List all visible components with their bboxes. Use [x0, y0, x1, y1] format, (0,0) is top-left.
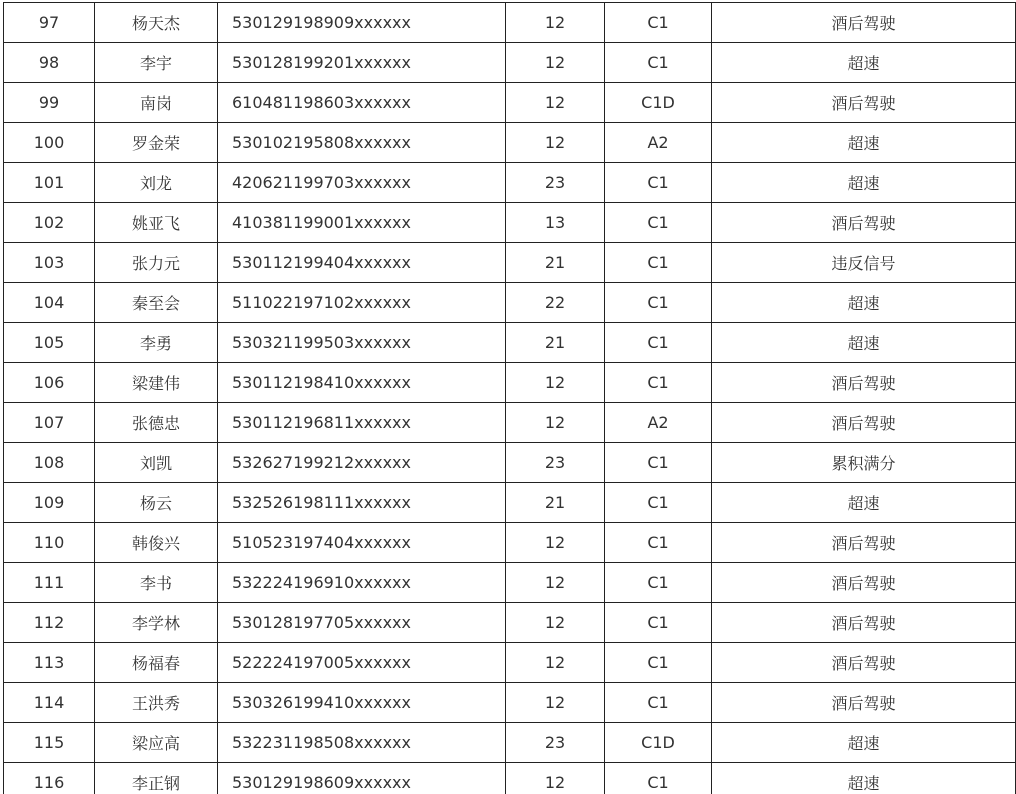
name-cell: 杨天杰	[95, 3, 218, 43]
score-cell: 23	[506, 723, 605, 763]
license-type-cell: C1D	[605, 83, 712, 123]
table-row	[4, 163, 1016, 203]
id-number-cell: 532231198508xxxxxx	[218, 723, 506, 763]
table-row	[4, 43, 1016, 83]
name-cell: 刘凯	[95, 443, 218, 483]
license-type-cell: C1	[605, 603, 712, 643]
violation-reason-cell: 超速	[712, 43, 1016, 83]
name-cell: 梁建伟	[95, 363, 218, 403]
score-cell: 12	[506, 563, 605, 603]
id-number-cell: 530112198410xxxxxx	[218, 363, 506, 403]
row-number-cell: 114	[4, 683, 95, 723]
id-number-cell: 610481198603xxxxxx	[218, 83, 506, 123]
id-number-cell: 530112199404xxxxxx	[218, 243, 506, 283]
score-cell: 22	[506, 283, 605, 323]
license-type-cell: C1D	[605, 723, 712, 763]
violation-reason-cell: 酒后驾驶	[712, 3, 1016, 43]
row-number-cell: 98	[4, 43, 95, 83]
license-type-cell: C1	[605, 763, 712, 794]
license-type-cell: C1	[605, 523, 712, 563]
table-row	[4, 563, 1016, 603]
name-cell: 刘龙	[95, 163, 218, 203]
name-cell: 李勇	[95, 323, 218, 363]
name-cell: 韩俊兴	[95, 523, 218, 563]
name-cell: 张德忠	[95, 403, 218, 443]
violation-reason-cell: 超速	[712, 323, 1016, 363]
table-row	[4, 203, 1016, 243]
row-number-cell: 107	[4, 403, 95, 443]
id-number-cell: 530128199201xxxxxx	[218, 43, 506, 83]
violation-reason-cell: 超速	[712, 163, 1016, 203]
license-type-cell: C1	[605, 163, 712, 203]
license-type-cell: C1	[605, 563, 712, 603]
id-number-cell: 532526198111xxxxxx	[218, 483, 506, 523]
table-row	[4, 483, 1016, 523]
id-number-cell: 510523197404xxxxxx	[218, 523, 506, 563]
violation-reason-cell: 超速	[712, 763, 1016, 794]
name-cell: 李宇	[95, 43, 218, 83]
license-type-cell: C1	[605, 643, 712, 683]
id-number-cell: 410381199001xxxxxx	[218, 203, 506, 243]
id-number-cell: 530128197705xxxxxx	[218, 603, 506, 643]
table-row	[4, 363, 1016, 403]
license-type-cell: C1	[605, 43, 712, 83]
row-number-cell: 116	[4, 763, 95, 794]
name-cell: 南岗	[95, 83, 218, 123]
row-number-cell: 112	[4, 603, 95, 643]
violation-reason-cell: 酒后驾驶	[712, 363, 1016, 403]
table-row	[4, 403, 1016, 443]
row-number-cell: 108	[4, 443, 95, 483]
table-row	[4, 323, 1016, 363]
table-row	[4, 123, 1016, 163]
table-row	[4, 523, 1016, 563]
table-row	[4, 243, 1016, 283]
table-row	[4, 643, 1016, 683]
name-cell: 梁应高	[95, 723, 218, 763]
records-table-body	[4, 3, 1016, 794]
row-number-cell: 113	[4, 643, 95, 683]
license-type-cell: A2	[605, 123, 712, 163]
score-cell: 12	[506, 643, 605, 683]
score-cell: 12	[506, 363, 605, 403]
license-type-cell: C1	[605, 443, 712, 483]
name-cell: 王洪秀	[95, 683, 218, 723]
violation-reason-cell: 酒后驾驶	[712, 203, 1016, 243]
violation-reason-cell: 酒后驾驶	[712, 683, 1016, 723]
row-number-cell: 104	[4, 283, 95, 323]
id-number-cell: 530102195808xxxxxx	[218, 123, 506, 163]
row-number-cell: 115	[4, 723, 95, 763]
id-number-cell: 530129198609xxxxxx	[218, 763, 506, 794]
score-cell: 12	[506, 603, 605, 643]
name-cell: 秦至会	[95, 283, 218, 323]
id-number-cell: 530112196811xxxxxx	[218, 403, 506, 443]
score-cell: 12	[506, 3, 605, 43]
score-cell: 21	[506, 243, 605, 283]
violation-reason-cell: 超速	[712, 723, 1016, 763]
score-cell: 12	[506, 43, 605, 83]
score-cell: 13	[506, 203, 605, 243]
row-number-cell: 101	[4, 163, 95, 203]
row-number-cell: 109	[4, 483, 95, 523]
id-number-cell: 511022197102xxxxxx	[218, 283, 506, 323]
table-row	[4, 443, 1016, 483]
license-type-cell: C1	[605, 203, 712, 243]
name-cell: 李正钢	[95, 763, 218, 794]
id-number-cell: 420621199703xxxxxx	[218, 163, 506, 203]
id-number-cell: 530129198909xxxxxx	[218, 3, 506, 43]
id-number-cell: 532224196910xxxxxx	[218, 563, 506, 603]
license-type-cell: C1	[605, 363, 712, 403]
score-cell: 21	[506, 323, 605, 363]
row-number-cell: 110	[4, 523, 95, 563]
violation-reason-cell: 酒后驾驶	[712, 83, 1016, 123]
violation-reason-cell: 超速	[712, 123, 1016, 163]
name-cell: 罗金荣	[95, 123, 218, 163]
score-cell: 12	[506, 683, 605, 723]
score-cell: 23	[506, 163, 605, 203]
license-type-cell: C1	[605, 3, 712, 43]
id-number-cell: 530321199503xxxxxx	[218, 323, 506, 363]
name-cell: 张力元	[95, 243, 218, 283]
license-type-cell: C1	[605, 483, 712, 523]
row-number-cell: 97	[4, 3, 95, 43]
score-cell: 21	[506, 483, 605, 523]
id-number-cell: 532627199212xxxxxx	[218, 443, 506, 483]
table-row	[4, 83, 1016, 123]
violation-reason-cell: 累积满分	[712, 443, 1016, 483]
violation-reason-cell: 酒后驾驶	[712, 403, 1016, 443]
violation-reason-cell: 酒后驾驶	[712, 523, 1016, 563]
license-type-cell: A2	[605, 403, 712, 443]
violation-reason-cell: 违反信号	[712, 243, 1016, 283]
table-row	[4, 723, 1016, 763]
name-cell: 李书	[95, 563, 218, 603]
score-cell: 12	[506, 763, 605, 794]
score-cell: 12	[506, 83, 605, 123]
row-number-cell: 100	[4, 123, 95, 163]
records-table	[3, 2, 1016, 794]
violation-reason-cell: 超速	[712, 483, 1016, 523]
table-row	[4, 283, 1016, 323]
row-number-cell: 111	[4, 563, 95, 603]
violation-reason-cell: 超速	[712, 283, 1016, 323]
id-number-cell: 530326199410xxxxxx	[218, 683, 506, 723]
name-cell: 杨福春	[95, 643, 218, 683]
score-cell: 12	[506, 123, 605, 163]
row-number-cell: 106	[4, 363, 95, 403]
violation-reason-cell: 酒后驾驶	[712, 603, 1016, 643]
row-number-cell: 102	[4, 203, 95, 243]
violation-reason-cell: 酒后驾驶	[712, 643, 1016, 683]
table-row	[4, 603, 1016, 643]
id-number-cell: 522224197005xxxxxx	[218, 643, 506, 683]
license-type-cell: C1	[605, 683, 712, 723]
table-row	[4, 763, 1016, 794]
score-cell: 12	[506, 523, 605, 563]
name-cell: 杨云	[95, 483, 218, 523]
table-row	[4, 3, 1016, 43]
license-type-cell: C1	[605, 283, 712, 323]
license-type-cell: C1	[605, 323, 712, 363]
score-cell: 12	[506, 403, 605, 443]
row-number-cell: 99	[4, 83, 95, 123]
name-cell: 李学林	[95, 603, 218, 643]
name-cell: 姚亚飞	[95, 203, 218, 243]
license-type-cell: C1	[605, 243, 712, 283]
row-number-cell: 105	[4, 323, 95, 363]
table-row	[4, 683, 1016, 723]
score-cell: 23	[506, 443, 605, 483]
violation-reason-cell: 酒后驾驶	[712, 563, 1016, 603]
row-number-cell: 103	[4, 243, 95, 283]
